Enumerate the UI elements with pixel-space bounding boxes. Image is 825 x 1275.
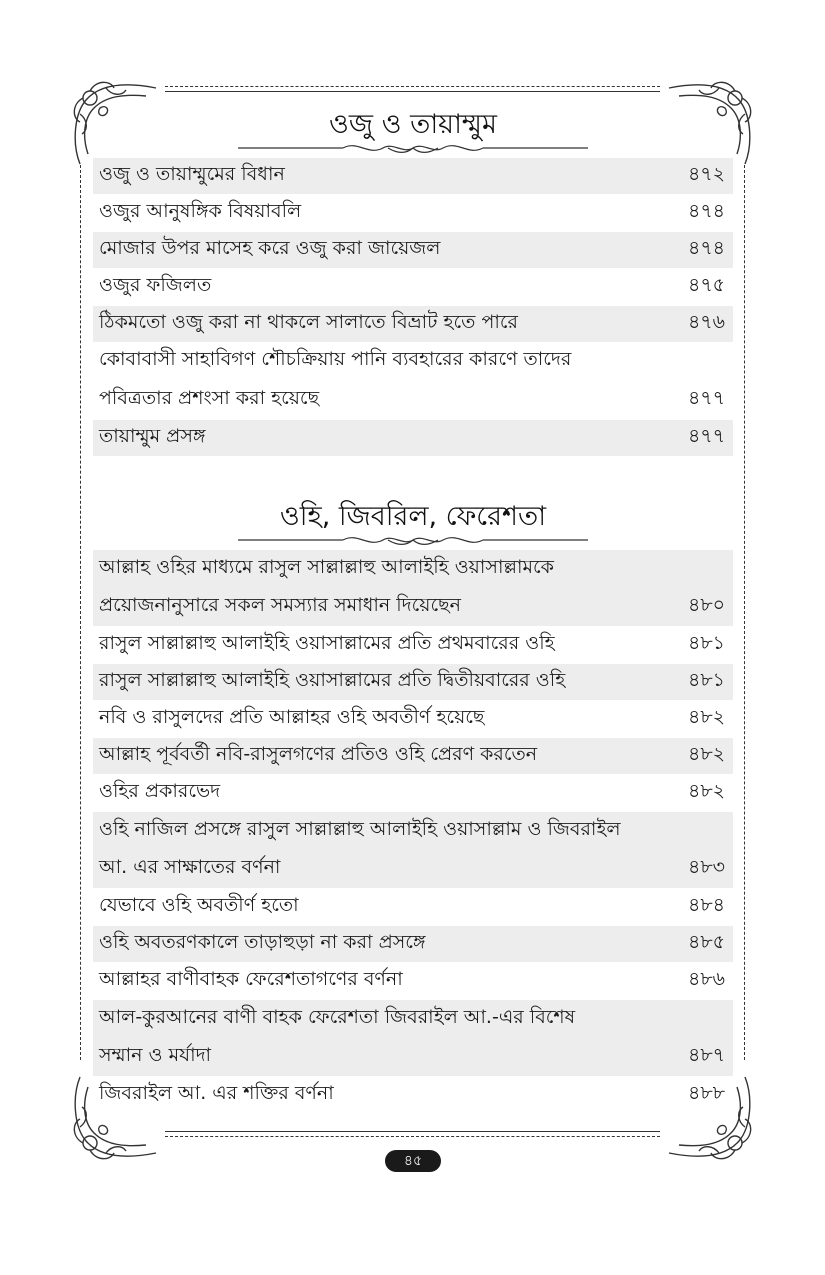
entry-title: আ. এর সাক্ষাতের বর্ণনা [99, 856, 281, 878]
entry-page: ৪৮৪ [688, 894, 725, 916]
toc-entry[interactable] [93, 1077, 733, 1113]
entry-page: ৪৭৫ [687, 274, 725, 296]
entry-title: পবিত্রতার প্রশংসা করা হয়েছে [99, 387, 320, 409]
entry-title: মোজার উপর মাসেহ করে ওজু করা জায়েজল [99, 237, 441, 259]
title-divider-icon [238, 140, 588, 156]
toc-entry[interactable] [93, 195, 733, 231]
entry-title: আল-কুরআনের বাণী বাহক ফেরেশতা জিবরাইল আ.-এর বিশেষ [99, 1006, 576, 1028]
entry-title: ওজুর ফজিলত [99, 274, 212, 296]
toc-entry[interactable] [93, 889, 733, 925]
frame-top-border [165, 86, 660, 87]
toc-entry[interactable] [93, 775, 733, 811]
entry-page: ৪৮০ [687, 594, 725, 616]
toc-entry[interactable] [93, 812, 733, 888]
toc-entry[interactable] [93, 701, 733, 737]
entry-page: ৪৮১ [688, 669, 725, 691]
frame-top-border [165, 91, 660, 92]
entry-title: ওজু ও তায়াম্মুমের বিধান [99, 163, 285, 185]
entry-page: ৪৭৭ [687, 387, 725, 409]
toc-entry[interactable] [93, 550, 733, 626]
entry-page: ৪৮৬ [687, 968, 725, 990]
title-divider-icon [238, 532, 588, 548]
toc-entry[interactable] [93, 343, 733, 379]
entry-title: ওজুর আনুষঙ্গিক বিষয়াবলি [99, 200, 302, 222]
entry-title: কোবাবাসী সাহাবিগণ শৌচক্রিয়ায় পানি ব্যবহারের কারণে তাদের [99, 348, 572, 370]
entry-title: আল্লাহর বাণীবাহক ফেরেশতাগণের বর্ণনা [99, 968, 403, 990]
toc-entry[interactable] [93, 1000, 733, 1076]
toc-entry[interactable] [93, 269, 733, 305]
toc-entry[interactable] [93, 627, 733, 663]
entry-title: ওহির প্রকারভেদ [99, 780, 221, 802]
entry-title: জিবরাইল আ. এর শক্তির বর্ণনা [99, 1082, 334, 1104]
entry-page: ৪৮৭ [687, 1044, 725, 1066]
toc-entry[interactable] [93, 232, 733, 268]
entry-page: ৪৭৪ [687, 200, 725, 222]
entry-page: ৪৭৭ [687, 425, 725, 447]
entry-title: ঠিকমতো ওজু করা না থাকলে সালাতে বিভ্রাট হতে পারে [99, 311, 518, 333]
frame-right-border [744, 165, 745, 1060]
entry-page: ৪৮৫ [688, 931, 725, 953]
toc-entry[interactable] [93, 382, 733, 418]
toc-entry[interactable] [93, 926, 733, 962]
entry-page: ৪৭৪ [687, 237, 725, 259]
entry-title: তায়াম্মুম প্রসঙ্গ [99, 425, 206, 447]
entry-page: ৪৮২ [687, 743, 725, 765]
toc-entry[interactable] [93, 963, 733, 999]
toc-entry[interactable] [93, 738, 733, 774]
entry-page: ৪৮৩ [687, 856, 725, 878]
toc-entry[interactable] [93, 306, 733, 342]
entry-title: রাসুল সাল্লাল্লাহু আলাইহি ওয়াসাল্লামের প্রতি প্রথমবারের ওহি [99, 632, 555, 654]
toc-entry[interactable] [93, 664, 733, 700]
entry-title: আল্লাহ পূর্ববর্তী নবি-রাসুলগণের প্রতিও ওহি প্রেরণ করতেন [99, 743, 538, 765]
section-title: ওহি, জিবরিল, ফেরেশতা [279, 501, 547, 532]
toc-entry[interactable] [93, 158, 733, 194]
entry-page: ৪৮১ [688, 632, 725, 654]
entry-page: ৪৮৮ [688, 1082, 725, 1104]
toc-entry[interactable] [93, 420, 733, 456]
page-number-badge: ৪৫ [385, 1150, 441, 1172]
entry-page: ৪৮২ [687, 706, 725, 728]
entry-title: নবি ও রাসুলদের প্রতি আল্লাহর ওহি অবতীর্ণ হয়েছে [99, 706, 485, 728]
frame-left-border [80, 165, 81, 1060]
entry-title: আল্লাহ ওহির মাধ্যমে রাসুল সাল্লাল্লাহু আলাইহি ওয়াসাল্লামকে [99, 556, 554, 578]
section-title: ওজু ও তায়াম্মুম [329, 109, 497, 140]
entry-title: রাসুল সাল্লাল্লাহু আলাইহি ওয়াসাল্লামের প্রতি দ্বিতীয়বারের ওহি [99, 669, 566, 691]
entry-title: সম্মান ও মর্যাদা [99, 1044, 212, 1066]
entry-title: ওহি নাজিল প্রসঙ্গে রাসুল সাল্লাল্লাহু আলাইহি ওয়াসাল্লাম ও জিবরাইল [99, 818, 621, 840]
entry-title: ওহি অবতরণকালে তাড়াহুড়া না করা প্রসঙ্গে [99, 931, 426, 953]
entry-page: ৪৮২ [687, 780, 725, 802]
entry-page: ৪৭২ [687, 163, 725, 185]
entry-page: ৪৭৬ [687, 311, 725, 333]
frame-bottom-border [165, 1136, 660, 1137]
entry-title: প্রয়োজনানুসারে সকল সমস্যার সমাধান দিয়েছেন [99, 594, 461, 616]
entry-title: যেভাবে ওহি অবতীর্ণ হতো [99, 894, 299, 916]
frame-bottom-border [165, 1131, 660, 1132]
